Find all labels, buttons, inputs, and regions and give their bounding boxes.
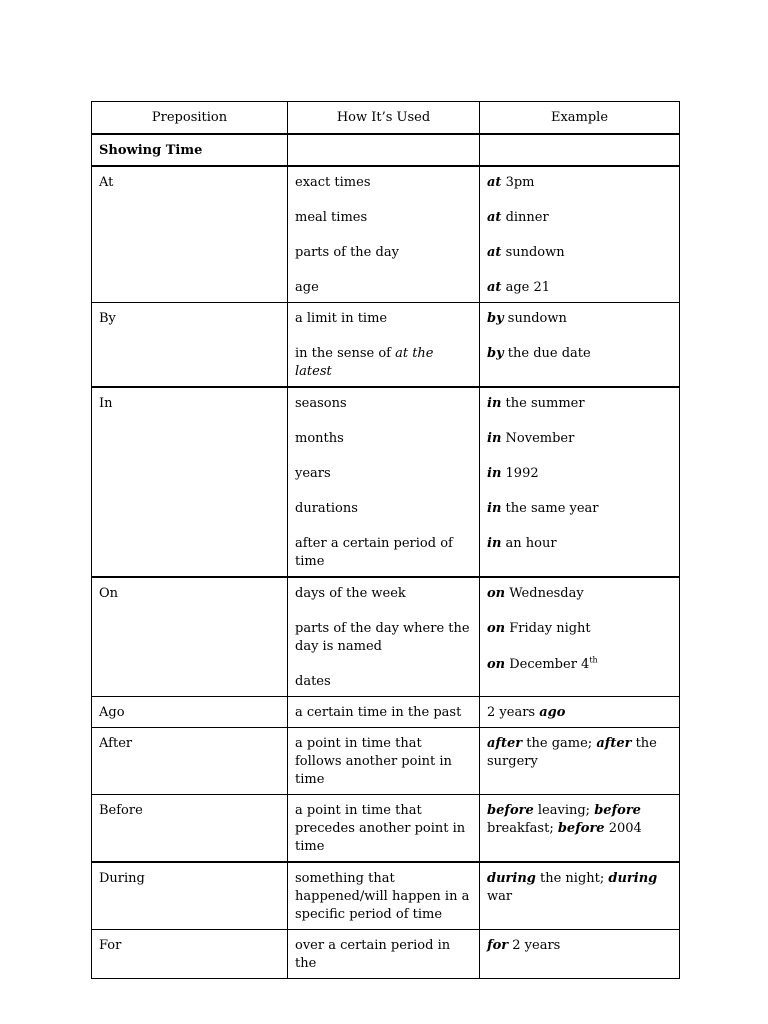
example-cell (480, 577, 680, 697)
usage-cell (288, 387, 480, 577)
preposition-cell: After (92, 728, 288, 795)
example-cell (480, 728, 680, 795)
usage-line: months (295, 431, 344, 446)
usage-cell: a point in time that follows another point in time (288, 728, 480, 795)
example-keyword: at (487, 280, 502, 295)
example-keyword: ago (539, 705, 566, 720)
example-text: an hour (501, 536, 557, 551)
example-line (487, 465, 672, 483)
usage-line: parts of the day (295, 245, 399, 260)
usage-line: dates (295, 674, 331, 689)
example-keyword: in (487, 396, 502, 411)
section-empty-cell (288, 134, 480, 166)
example-keyword: in (487, 501, 502, 516)
preposition-cell: During (92, 862, 288, 930)
example-text: the night; (535, 871, 609, 886)
example-line (487, 585, 672, 603)
table-row-before (92, 795, 680, 863)
table-row-during (92, 862, 680, 930)
usage-cell (288, 577, 480, 697)
example-cell (480, 303, 680, 388)
example-text: the surgery (487, 736, 657, 769)
example-line (487, 500, 672, 518)
example-text: sundown (503, 311, 567, 326)
usage-cell: something that happened/will happen in a specific period of time (288, 862, 480, 930)
prepositions-table (91, 101, 680, 979)
usage-cell (288, 303, 480, 388)
example-line (487, 209, 672, 227)
table-row-in (92, 387, 680, 577)
example-keyword: before (594, 803, 641, 818)
example-text: sundown (501, 245, 565, 260)
example-keyword: in (487, 431, 502, 446)
header-how-used: How It’s Used (288, 102, 480, 135)
example-line (487, 430, 672, 448)
table-header-row (92, 102, 680, 135)
usage-line: parts of the day where the day is named (295, 621, 470, 654)
example-keyword: before (557, 821, 605, 836)
example-text: 2 years (487, 705, 540, 720)
example-text: the same year (501, 501, 599, 516)
example-text: age 21 (501, 280, 551, 295)
table-row-ago (92, 697, 680, 728)
preposition-cell: Ago (92, 697, 288, 728)
example-keyword: by (487, 346, 504, 361)
usage-line: days of the week (295, 586, 406, 601)
usage-line: meal times (295, 210, 368, 225)
example-text: Friday night (505, 621, 591, 636)
example-text: 2004 (604, 821, 642, 836)
example-line (487, 310, 672, 328)
example-line (487, 656, 672, 674)
example-keyword: during (487, 871, 536, 886)
table-row-at (92, 166, 680, 303)
example-text: December 4 (505, 657, 590, 672)
table-row-for (92, 930, 680, 979)
example-text: the due date (503, 346, 591, 361)
example-keyword: on (487, 621, 506, 636)
preposition-cell: At (92, 166, 288, 303)
example-text: breakfast; (487, 821, 558, 836)
header-example: Example (480, 102, 680, 135)
header-preposition: Preposition (92, 102, 288, 135)
example-keyword: before (487, 803, 534, 818)
section-row (92, 134, 680, 166)
usage-line: age (295, 280, 319, 295)
example-line (487, 174, 672, 192)
preposition-cell: In (92, 387, 288, 577)
table-row-on (92, 577, 680, 697)
usage-cell: over a certain period in the (288, 930, 480, 979)
usage-line (295, 345, 472, 381)
usage-line: a limit in time (295, 311, 388, 326)
section-empty-cell (480, 134, 680, 166)
example-line (487, 279, 672, 297)
example-keyword: at (487, 175, 502, 190)
usage-cell: a point in time that precedes another point in time (288, 795, 480, 863)
example-line (487, 620, 672, 638)
example-keyword: after (596, 736, 632, 751)
ordinal-superscript: th (589, 655, 598, 665)
usage-line: durations (295, 501, 358, 516)
example-cell (480, 930, 680, 979)
usage-cell: a certain time in the past (288, 697, 480, 728)
example-cell (480, 697, 680, 728)
usage-cell (288, 166, 480, 303)
example-keyword: at (487, 245, 502, 260)
example-text: Wednesday (505, 586, 584, 601)
example-line (487, 244, 672, 262)
example-keyword: during (608, 871, 658, 886)
example-keyword: in (487, 466, 502, 481)
section-title: Showing Time (92, 134, 288, 166)
usage-line: seasons (295, 396, 347, 411)
usage-line: years (295, 466, 331, 481)
usage-line: after a certain period of time (295, 536, 453, 569)
example-text: November (501, 431, 575, 446)
example-cell (480, 387, 680, 577)
example-cell (480, 862, 680, 930)
example-keyword: after (487, 736, 523, 751)
preposition-cell: For (92, 930, 288, 979)
example-cell (480, 166, 680, 303)
usage-text: in the sense of (295, 346, 396, 361)
example-cell (480, 795, 680, 863)
example-keyword: at (487, 210, 502, 225)
example-text: war (487, 889, 513, 904)
example-text: the game; (522, 736, 597, 751)
example-line (487, 535, 672, 553)
example-text: 3pm (501, 175, 535, 190)
example-keyword: for (487, 938, 509, 953)
preposition-cell: On (92, 577, 288, 697)
example-keyword: by (487, 311, 504, 326)
usage-line: exact times (295, 175, 371, 190)
preposition-cell: Before (92, 795, 288, 863)
preposition-cell: By (92, 303, 288, 388)
example-text: 1992 (501, 466, 539, 481)
example-line (487, 345, 672, 363)
example-line (487, 395, 672, 413)
usage-italic-text: at the latest (295, 346, 434, 379)
table-row-by (92, 303, 680, 388)
example-text: dinner (501, 210, 549, 225)
example-keyword: on (487, 657, 506, 672)
example-keyword: in (487, 536, 502, 551)
example-text: leaving; (533, 803, 595, 818)
example-keyword: on (487, 586, 506, 601)
table-row-after (92, 728, 680, 795)
example-text: 2 years (508, 938, 561, 953)
example-text: the summer (501, 396, 585, 411)
